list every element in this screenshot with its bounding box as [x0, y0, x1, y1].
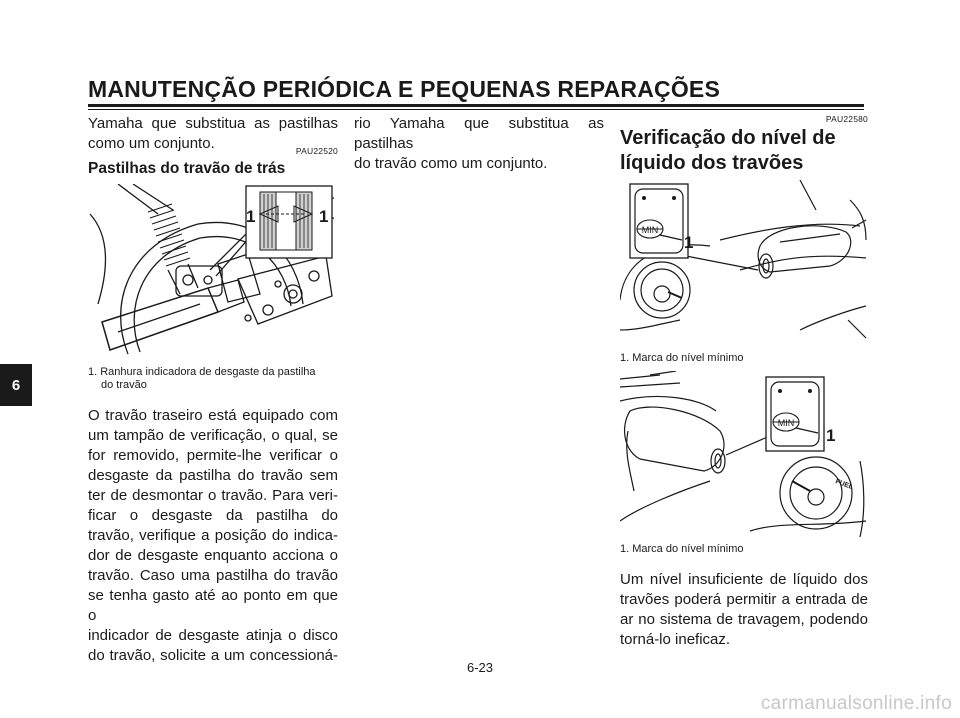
chapter-tab-label: 6: [11, 376, 21, 394]
page-number: 6-23: [466, 660, 494, 675]
body-line: ter de desmontar o travão. Para veri-: [88, 487, 338, 504]
intro-line: como um conjunto.: [88, 135, 215, 152]
body-line: O travão traseiro está equipado com: [88, 407, 338, 424]
body-line: ar no sistema de travagem, podendo: [620, 611, 868, 628]
body-line: do travão como um conjunto.: [354, 155, 548, 172]
body-line: travão. Caso uma pastilha do travão: [88, 567, 338, 584]
title-rule-thin: [88, 109, 864, 110]
section-heading-rear-brake-pads: Pastilhas do travão de trás: [88, 160, 286, 177]
reservoir-illustration-2: [620, 371, 868, 537]
fuel-gauge-label: FUEL: [834, 478, 854, 492]
chapter-tab[interactable]: [0, 364, 32, 406]
section-heading-brake-fluid-line2: líquido dos travões: [620, 152, 804, 174]
body-line: ficar o desgaste da pastilha do: [88, 507, 338, 524]
figure-caption: [88, 366, 338, 392]
callout-1-left: 1: [246, 207, 256, 226]
callout-1: 1: [684, 233, 694, 252]
rear-brake-figure: [88, 184, 338, 360]
section-code: PAU22580: [825, 114, 868, 124]
body-line: se tenha gasto até ao ponto em que o: [88, 587, 338, 624]
watermark: carmanualsonline.info: [760, 693, 952, 714]
body-line: dor de desgaste enquanto acciona o: [88, 547, 338, 564]
min-level-mark: MIN: [777, 418, 795, 428]
callout-1-right: 1: [319, 207, 329, 226]
figure-caption-1: 1. Marca do nível mínimo: [620, 352, 744, 364]
body-line: travão, verifique a posição do indica-: [88, 527, 338, 544]
body-line: um tampão de verificação, o qual, se: [88, 427, 338, 444]
section-heading-brake-fluid: Verificação do nível de: [620, 127, 836, 149]
column-middle: [354, 114, 604, 174]
intro-line: Yamaha que substitua as pastilhas: [88, 115, 338, 132]
brake-fluid-figure-1: [620, 180, 868, 346]
body-line: Um nível insuficiente de líquido dos: [620, 571, 868, 588]
body-line: indicador de desgaste atinja o disco: [88, 627, 338, 644]
title-rule: [88, 104, 864, 107]
body-line: desgaste da pastilha do travão sem: [88, 467, 338, 484]
reservoir-illustration-1: [620, 180, 868, 346]
body-line: do travão, solicite a um concessioná-: [88, 647, 338, 664]
body-line: travões poderá permitir a entrada de: [620, 591, 868, 608]
brake-fluid-body: [620, 570, 868, 650]
section-code: PAU22520: [295, 146, 338, 156]
column-right: [620, 114, 868, 650]
figure-caption-line2: do travão: [101, 379, 147, 391]
rear-brake-body: [88, 406, 338, 666]
brake-fluid-figure-2: [620, 371, 868, 537]
figure-caption-line1: 1. Ranhura indicadora de desgaste da pastilha: [88, 366, 316, 378]
rear-brake-illustration: [88, 184, 338, 360]
column-left: [88, 114, 338, 666]
figure-caption-2: 1. Marca do nível mínimo: [620, 543, 744, 555]
body-line: rio Yamaha que substitua as pastilhas: [354, 115, 604, 152]
page-title: MANUTENÇÃO PERIÓDICA E PEQUENAS REPARAÇÕES: [88, 76, 721, 102]
body-line: for removido, permite-lhe verificar o: [88, 447, 338, 464]
body-line: torná-lo ineficaz.: [620, 631, 731, 648]
min-level-mark: MIN: [641, 225, 659, 235]
callout-1: 1: [826, 426, 836, 445]
